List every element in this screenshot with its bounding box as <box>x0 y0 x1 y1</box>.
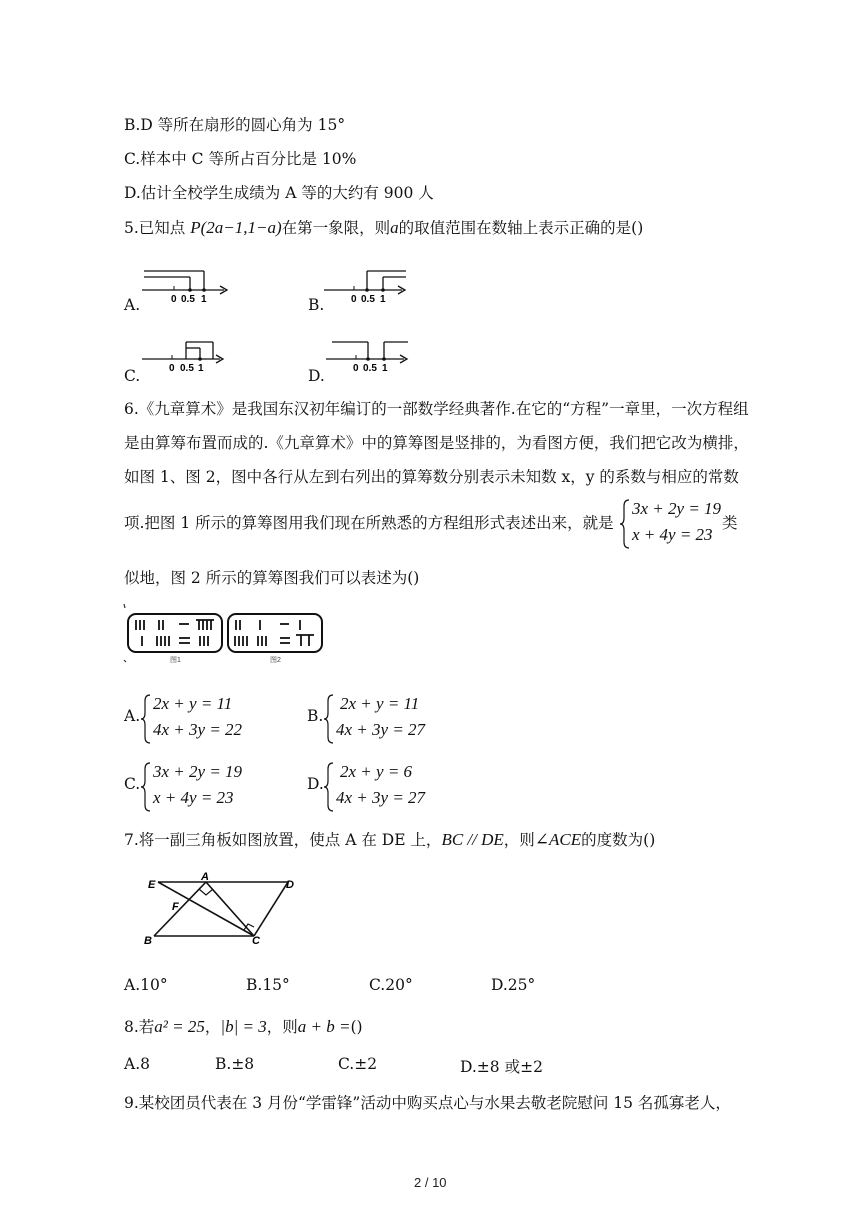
q6-line-3: 如图 1、图 2，图中各行从左到右列出的算筹数分别表示未知数 x，y 的系数与相应的常数 <box>124 468 739 486</box>
point-b: B <box>144 935 152 947</box>
brace-icon <box>323 693 335 745</box>
tick-0-5: 0.5 <box>181 294 195 305</box>
q6-option-a-label: A. <box>124 707 141 725</box>
q8-sep: ， <box>204 1018 221 1036</box>
q7-stem <box>124 828 655 850</box>
q8-stem-post: () <box>350 1018 363 1036</box>
q5-stem <box>124 216 643 238</box>
q5-var: a <box>390 218 399 237</box>
q5-point: P(2a−1,1−a) <box>190 218 282 237</box>
q6-line-4: 项.把图 1 所示的算筹图用我们现在所熟悉的方程组形式表述出来，就是 <box>124 514 614 532</box>
figure-2-rods <box>235 620 314 646</box>
q6-line-1: 6.《九章算术》是我国东汉初年编订的一部数学经典著作.在它的“方程”一章里，一次方程组 <box>124 400 749 418</box>
point-a: A <box>201 871 209 883</box>
q7-stem-mid: ，则 <box>503 831 535 849</box>
q6-option-d-label: D. <box>307 775 324 793</box>
q5-option-b: B. <box>308 296 325 314</box>
tick-0: 0 <box>353 363 359 374</box>
figure-1-rods <box>136 620 214 646</box>
q7-stem-post: 的度数为() <box>581 831 656 849</box>
q5-option-d: D. <box>308 367 325 385</box>
q8-eq-sum: a + b = <box>297 1017 351 1036</box>
q9-line-1: 9.某校团员代表在 3 月份“学雷锋”活动中购买点心与水果去敬老院慰问 15 名孤寡老人， <box>124 1094 731 1112</box>
q6-option-c-eq2: x + 4y = 23 <box>153 788 234 807</box>
figure-2-label: 图2 <box>270 657 281 664</box>
tick-1: 1 <box>382 363 388 374</box>
q7-option-c: C.20° <box>369 976 413 994</box>
q7-parallel: BC // DE <box>441 830 504 849</box>
q6-option-d-system <box>323 761 433 813</box>
q6-option-c-eq1: 3x + 2y = 19 <box>153 762 243 781</box>
q6-line-5: 似地，图 2 所示的算筹图我们可以表述为() <box>124 569 420 587</box>
q6-example-eq1: 3x + 2y = 19 <box>632 499 722 518</box>
brace-icon <box>323 761 335 813</box>
q8-option-a: A.8 <box>124 1055 150 1073</box>
q6-line-2: 是由算筹布置而成的.《九章算术》中的算筹图是竖排的，为看图方便，我们把它改为横排， <box>124 434 749 452</box>
point-f: F <box>172 901 179 913</box>
q8-stem-mid: ，则 <box>266 1018 298 1036</box>
tick-0-5: 0.5 <box>363 363 377 374</box>
q6-line-4-tail: 类 <box>722 514 738 532</box>
q8-option-c: C.±2 <box>338 1055 378 1073</box>
q5-option-c: C. <box>124 367 141 385</box>
q4-option-b: B.D 等所在扇形的圆心角为 15° <box>124 116 346 134</box>
q7-option-b: B.15° <box>246 976 290 994</box>
q5-stem-post: 的取值范围在数轴上表示正确的是() <box>398 219 644 237</box>
q6-option-b-eq1: 2x + y = 11 <box>340 694 420 713</box>
point-e: E <box>148 879 156 891</box>
q4-option-d: D.估计全校学生成绩为 A 等的大约有 900 人 <box>124 184 434 202</box>
triangle-diagram <box>136 868 306 950</box>
q6-option-b-system <box>323 693 433 745</box>
q7-option-a: A.10° <box>124 976 168 994</box>
number-line-d <box>324 335 414 377</box>
q5-stem-mid: 在第一象限，则 <box>281 219 391 237</box>
point-c: C <box>252 935 260 947</box>
q6-option-d-eq1: 2x + y = 6 <box>340 762 413 781</box>
brace-icon <box>140 761 152 813</box>
q8-option-b: B.±8 <box>215 1055 255 1073</box>
q6-option-c-system <box>140 761 250 813</box>
page-number: 2 / 10 <box>414 1175 447 1190</box>
number-line-a <box>140 264 230 306</box>
q6-example-system <box>619 498 729 550</box>
q8-eq-b: |b| = 3 <box>220 1017 267 1036</box>
tick-0-5: 0.5 <box>361 294 375 305</box>
tick-0: 0 <box>351 294 357 305</box>
q6-option-a-eq1: 2x + y = 11 <box>153 694 233 713</box>
tick-1: 1 <box>380 294 386 305</box>
brace-icon <box>619 498 631 550</box>
tick-1: 1 <box>198 363 204 374</box>
q5-stem-pre: 5.已知点 <box>124 219 191 237</box>
q6-option-a-eq2: 4x + 3y = 22 <box>153 720 243 739</box>
brace-icon <box>140 693 152 745</box>
tick-0-5: 0.5 <box>180 363 194 374</box>
q6-option-a-system <box>140 693 250 745</box>
q7-stem-pre: 7.将一副三角板如图放置，使点 A 在 DE 上， <box>124 831 442 849</box>
q6-option-c-label: C. <box>124 775 141 793</box>
q7-angle: ∠ACE <box>534 830 582 849</box>
q8-eq-a: a² = 25 <box>154 1017 205 1036</box>
tick-0: 0 <box>171 294 177 305</box>
point-d: D <box>286 879 294 891</box>
q8-stem <box>124 1015 363 1037</box>
number-line-b <box>322 264 412 306</box>
tick-0: 0 <box>169 363 175 374</box>
q6-option-d-eq2: 4x + 3y = 27 <box>336 788 426 807</box>
q8-option-d: D.±8 或±2 <box>460 1058 543 1076</box>
q6-option-b-label: B. <box>307 707 324 725</box>
q6-example-eq2: x + 4y = 23 <box>632 525 713 544</box>
q6-option-b-eq2: 4x + 3y = 27 <box>336 720 426 739</box>
q5-option-a: A. <box>124 296 141 314</box>
q7-option-d: D.25° <box>491 976 536 994</box>
number-line-c <box>140 335 230 377</box>
tick-1: 1 <box>201 294 207 305</box>
q8-stem-pre: 8.若 <box>124 1018 155 1036</box>
figure-1-label: 图1 <box>170 657 181 664</box>
q4-option-c: C.样本中 C 等所占百分比是 10% <box>124 150 357 168</box>
counting-rod-figures <box>122 602 327 666</box>
